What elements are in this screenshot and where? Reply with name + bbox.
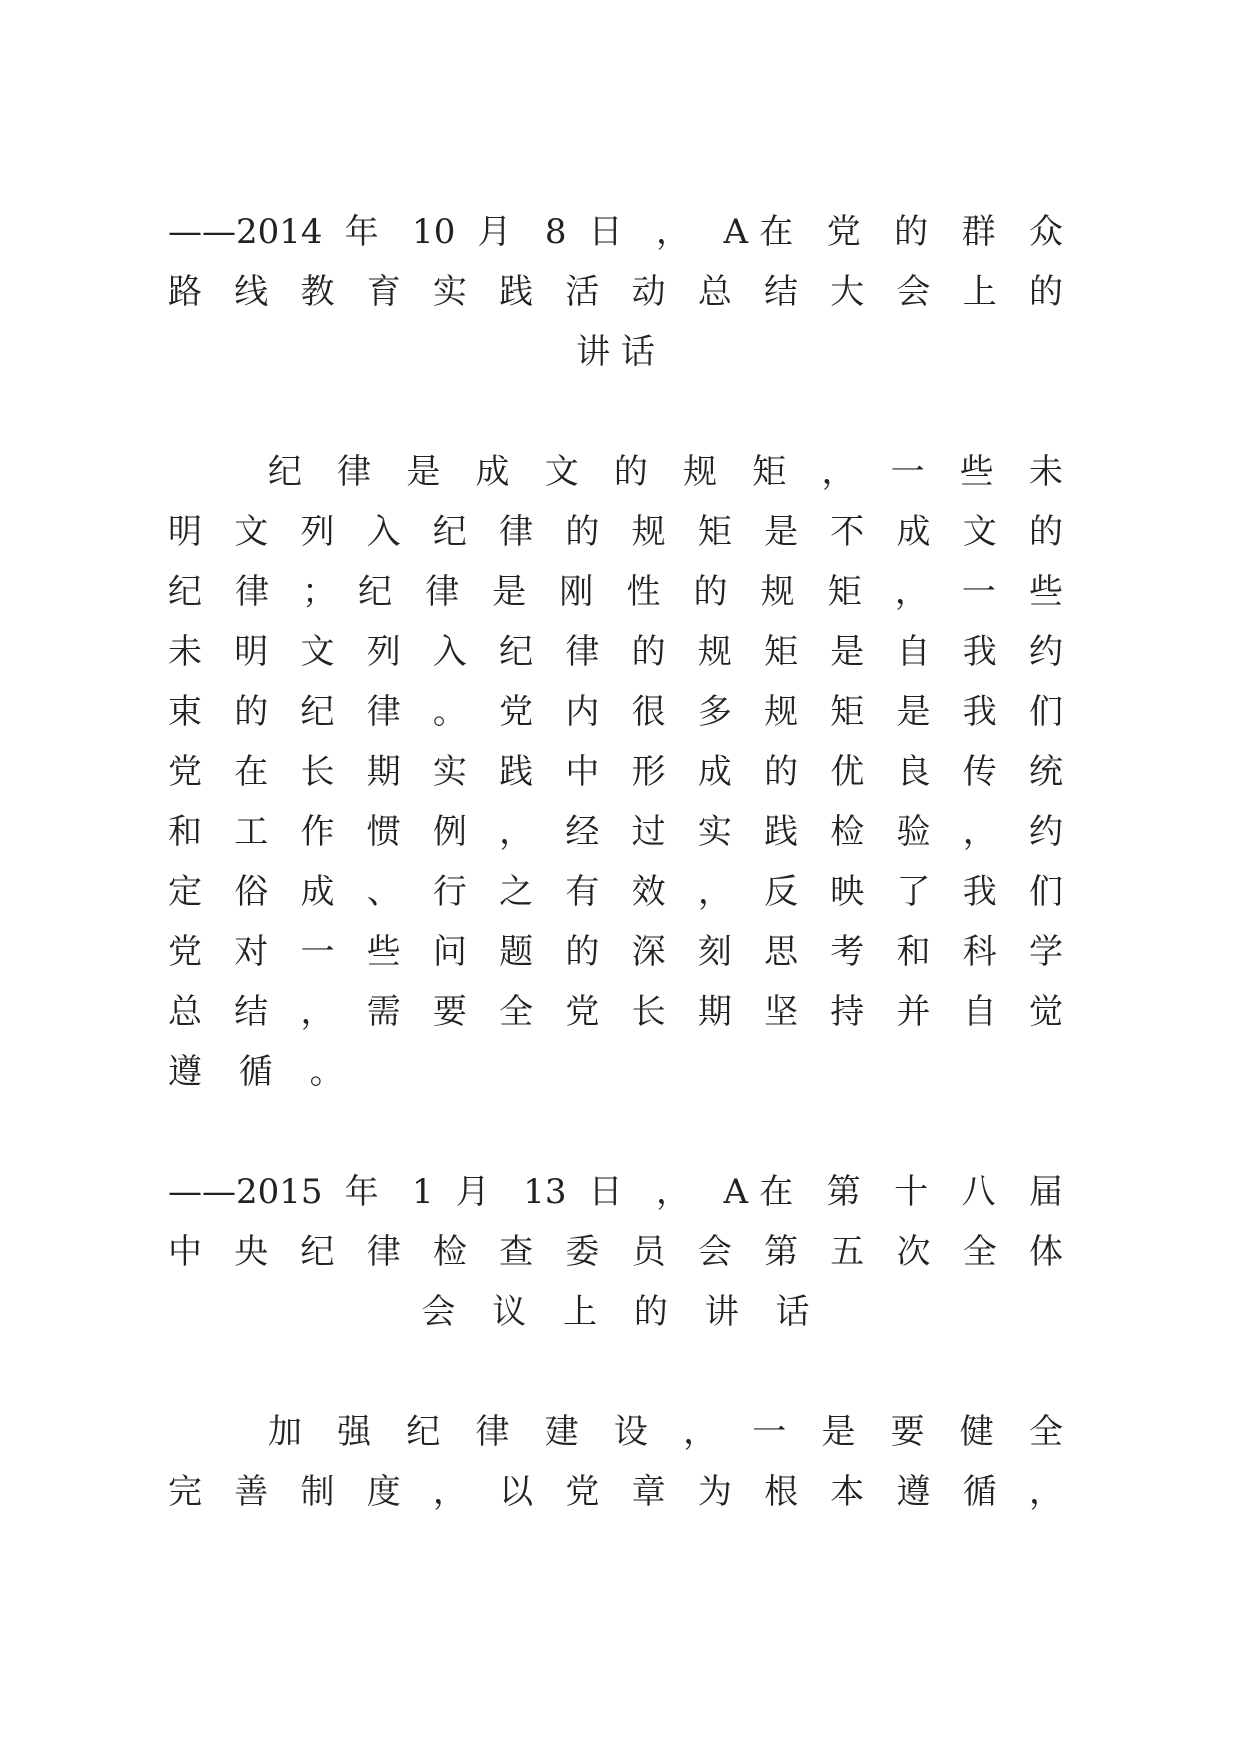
body-line: 纪 律 是 成 文 的 规 矩 ， 一 些 未 bbox=[268, 452, 1063, 492]
body-line: 总 结 ， 需 要 全 党 长 期 坚 持 并 自 觉 bbox=[168, 992, 1063, 1032]
body-line: 束 的 纪 律 。 党 内 很 多 规 矩 是 我 们 bbox=[168, 692, 1063, 732]
attribution-line: ——2014 年 10 月 8 日 ， A在 党 的 群 众 bbox=[168, 212, 1063, 252]
body-line: 未 明 文 列 入 纪 律 的 规 矩 是 自 我 约 bbox=[168, 632, 1063, 672]
body-line: 纪 律 ； 纪 律 是 刚 性 的 规 矩 ， 一 些 bbox=[168, 572, 1063, 612]
body-line: 党 在 长 期 实 践 中 形 成 的 优 良 传 统 bbox=[168, 752, 1063, 792]
attribution-line: ——2015 年 1 月 13 日 ， A在 第 十 八 届 bbox=[168, 1172, 1063, 1212]
body-line: 定 俗 成 、 行 之 有 效 ， 反 映 了 我 们 bbox=[168, 872, 1063, 912]
body-line: 遵 循 。 bbox=[168, 1052, 344, 1092]
attribution-line: 中 央 纪 律 检 查 委 员 会 第 五 次 全 体 bbox=[168, 1232, 1063, 1272]
attribution-line: 会 议 上 的 讲 话 bbox=[421, 1292, 810, 1332]
body-line: 党 对 一 些 问 题 的 深 刻 思 考 和 科 学 bbox=[168, 932, 1063, 972]
body-line: 加 强 纪 律 建 设 ， 一 是 要 健 全 bbox=[268, 1412, 1063, 1452]
body-line: 明 文 列 入 纪 律 的 规 矩 是 不 成 文 的 bbox=[168, 512, 1063, 552]
attribution-line: 讲 话 bbox=[576, 332, 655, 372]
body-line: 完 善 制 度 ， 以 党 章 为 根 本 遵 循 ， bbox=[168, 1472, 1063, 1512]
body-line: 和 工 作 惯 例 ， 经 过 实 践 检 验 ， 约 bbox=[168, 812, 1063, 852]
attribution-line: 路 线 教 育 实 践 活 动 总 结 大 会 上 的 bbox=[168, 272, 1063, 312]
